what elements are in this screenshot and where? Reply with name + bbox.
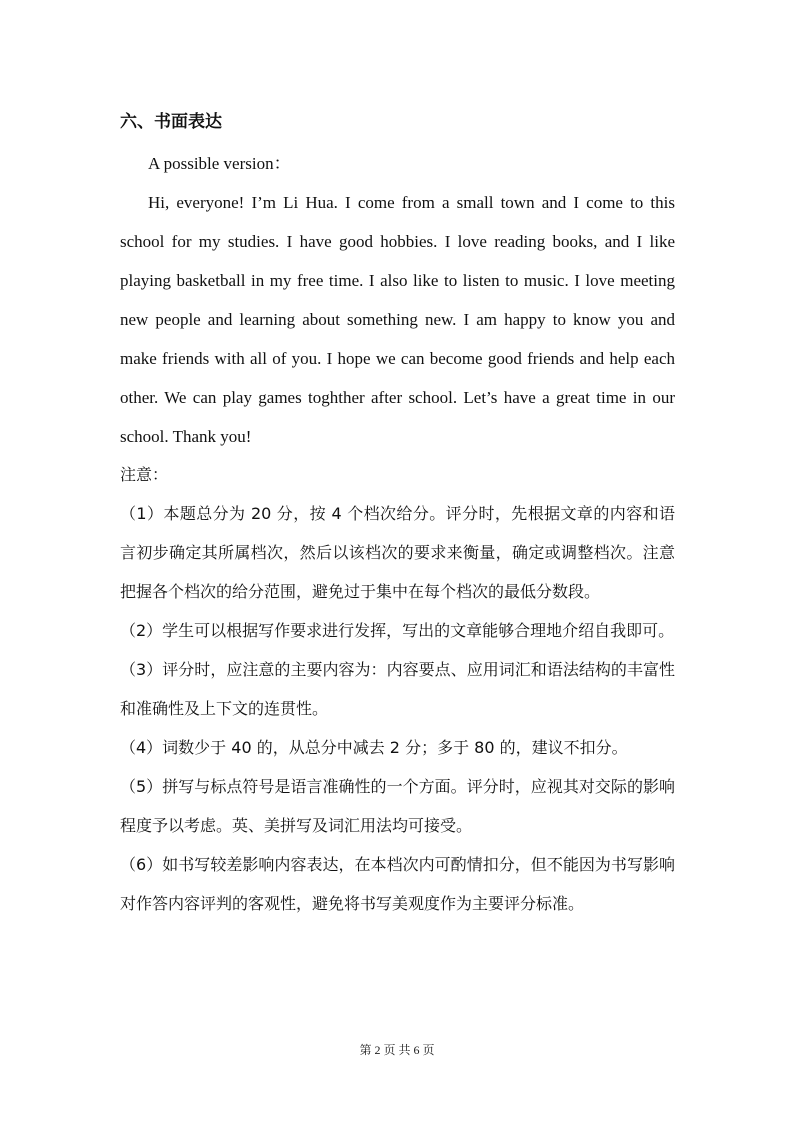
note-item-1: （1）本题总分为 20 分，按 4 个档次给分。评分时，先根据文章的内容和语言初步确定其所属档次，然后以该档次的要求来衡量，确定或调整档次。注意把握各个档次的给分范围，避免过于集中在每个档次的最低分数段。 <box>120 504 675 601</box>
notes-heading: 注意： <box>120 465 169 484</box>
note-item-6: （6）如书写较差影响内容表达，在本档次内可酌情扣分，但不能因为书写影响对作答内容评判的客观性，避免将书写美观度作为主要评分标准。 <box>120 855 675 913</box>
essay-body: Hi, everyone! I’m Li Hua. I come from a small town and I come to this school for my studies. I have good hobbies. I love reading books, and I like playing basketball in my free time. I also like to listen to music. I love meeting new people and learning about something new. I am happy to know you and make friends with all of you. I hope we can become good friends and help each other. We can play games toghther after school. Let’s have a great time in our school. Thank you! <box>120 193 675 446</box>
note-item-5: （5）拼写与标点符号是语言准确性的一个方面。评分时，应视其对交际的影响程度予以考虑。英、美拼写及词汇用法均可接受。 <box>120 777 675 835</box>
notes-section <box>120 455 675 923</box>
page-number-footer: 第 2 页 共 6 页 <box>359 1043 435 1057</box>
note-item-4: （4）词数少于 40 的，从总分中减去 2 分；多于 80 的，建议不扣分。 <box>120 738 628 757</box>
note-item-3: （3）评分时，应注意的主要内容为：内容要点、应用词汇和语法结构的丰富性和准确性及上下文的连贯性。 <box>120 660 675 718</box>
essay-label: A possible version： <box>148 154 291 173</box>
section-title: 六、书面表达 <box>120 112 222 132</box>
note-item-2: （2）学生可以根据写作要求进行发挥，写出的文章能够合理地介绍自我即可。 <box>120 621 675 640</box>
